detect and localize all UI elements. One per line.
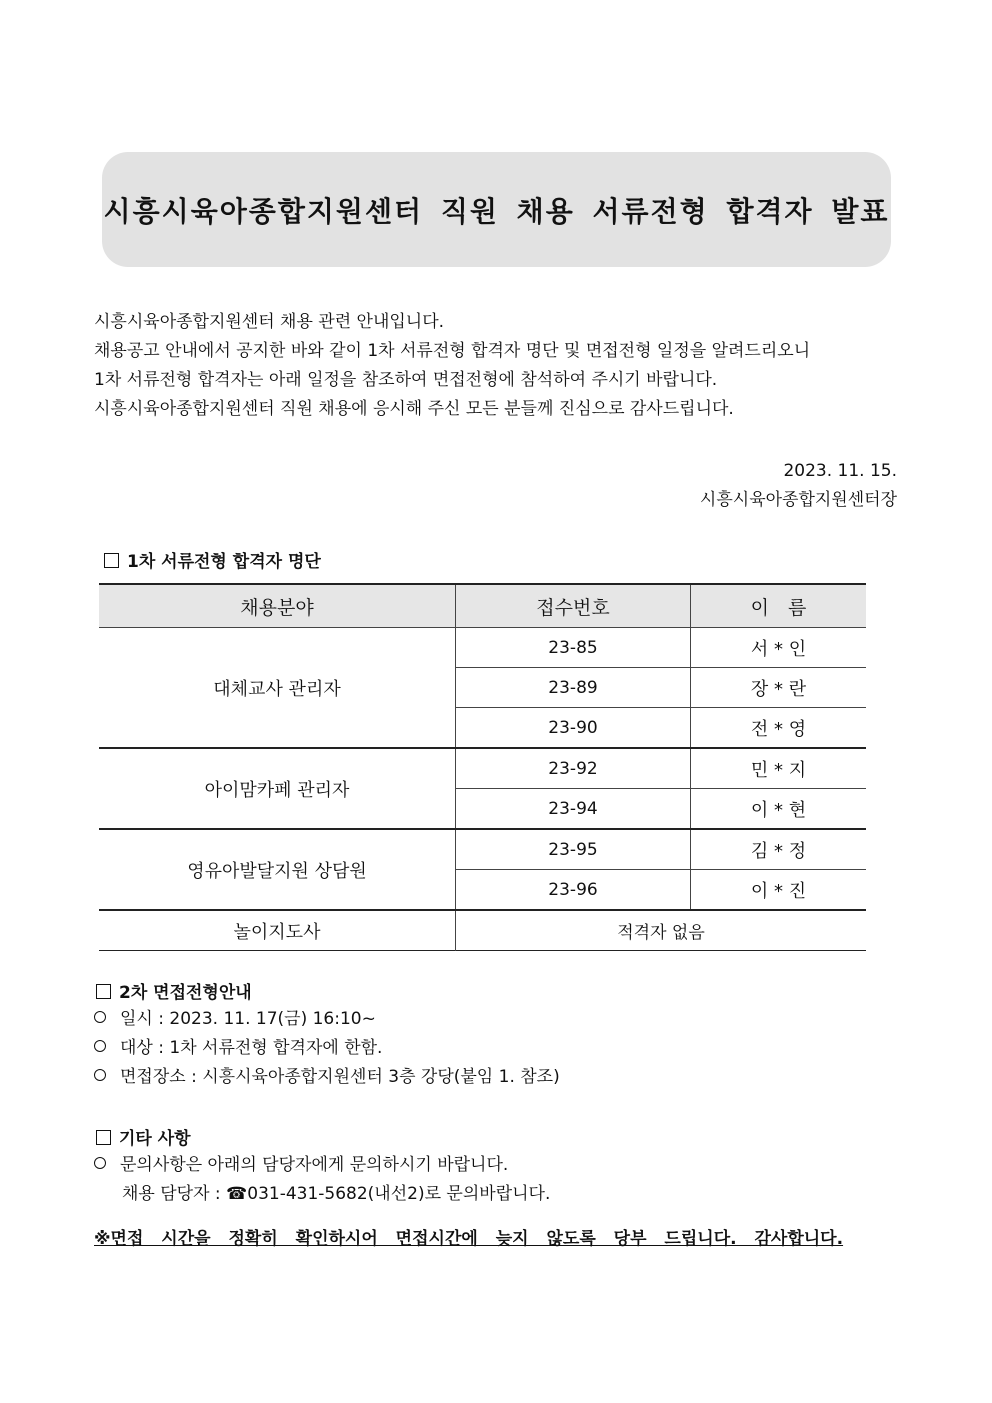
section1-heading-text: 1차 서류전형 합격자 명단 [127, 552, 321, 572]
checkbox-square-icon [104, 553, 119, 568]
interview-target: 대상 : 1차 서류전형 합격자에 한함. [120, 1038, 383, 1058]
notice-date: 2023. 11. 15. [783, 461, 897, 481]
contact-label: 채용 담당자 : [122, 1184, 227, 1204]
other-info-list [94, 1151, 550, 1209]
name-cell: 서 * 인 [691, 628, 867, 668]
section3-heading-text: 기타 사항 [119, 1129, 191, 1149]
number-cell: 23-85 [456, 628, 691, 668]
section2-heading [96, 978, 252, 1003]
intro-line: 시흥시육아종합지원센터 직원 채용에 응시해 주신 모든 분들께 진심으로 감사드립니다. [94, 399, 734, 419]
section3-heading [96, 1124, 191, 1149]
field-cell: 아이맘카페 관리자 [204, 779, 350, 801]
list-item [94, 1063, 560, 1092]
section1-heading [104, 547, 321, 572]
circle-bullet-icon [94, 1069, 106, 1081]
header-number: 접수번호 [456, 584, 691, 628]
closing-notice: ※면접 시간을 정확히 확인하시어 면접시간에 늦지 않도록 당부 드립니다. 감사합니다. [94, 1229, 844, 1249]
no-candidate-cell: 적격자 없음 [456, 910, 867, 951]
section2-heading-text: 2차 면접전형안내 [119, 983, 252, 1003]
number-cell: 23-92 [456, 748, 691, 789]
intro-line: 시흥시육아종합지원센터 채용 관련 안내입니다. [94, 312, 445, 332]
table-row [99, 628, 866, 668]
interview-info-list [94, 1005, 560, 1092]
circle-bullet-icon [94, 1157, 106, 1169]
header-name: 이 름 [691, 584, 867, 628]
name-cell: 이 * 현 [691, 789, 867, 830]
number-cell: 23-89 [456, 668, 691, 708]
interview-place: 면접장소 : 시흥시육아종합지원센터 3층 강당(붙임 1. 참조) [120, 1067, 560, 1087]
interview-date: 일시 : 2023. 11. 17(금) 16:10~ [120, 1009, 376, 1029]
list-item [94, 1034, 560, 1063]
inquiry-text: 문의사항은 아래의 담당자에게 문의하시기 바랍니다. [120, 1155, 509, 1175]
number-cell: 23-96 [456, 870, 691, 911]
field-cell: 영유아발달지원 상담원 [187, 860, 367, 882]
list-item [94, 1005, 560, 1034]
number-cell: 23-94 [456, 789, 691, 830]
circle-bullet-icon [94, 1040, 106, 1052]
list-item [94, 1151, 550, 1180]
result-table [99, 583, 866, 951]
contact-line [94, 1180, 550, 1209]
circle-bullet-icon [94, 1011, 106, 1023]
name-cell: 장 * 란 [691, 668, 867, 708]
name-cell: 이 * 진 [691, 870, 867, 911]
field-cell: 놀이지도사 [233, 921, 321, 943]
page-title: 시흥시육아종합지원센터 직원 채용 서류전형 합격자 발표 [102, 152, 891, 267]
table-row [99, 748, 866, 789]
number-cell: 23-90 [456, 708, 691, 749]
header-field: 채용분야 [99, 584, 456, 628]
name-cell: 김 * 정 [691, 829, 867, 870]
field-cell: 대체교사 관리자 [213, 678, 341, 700]
intro-line: 채용공고 안내에서 공지한 바와 같이 1차 서류전형 합격자 명단 및 면접전형 일정을 알려드리오니 [94, 341, 811, 361]
number-cell: 23-95 [456, 829, 691, 870]
table-row [99, 910, 866, 951]
table-row [99, 829, 866, 870]
date-signature [700, 457, 897, 515]
name-cell: 전 * 영 [691, 708, 867, 749]
phone-icon: ☎ [226, 1184, 248, 1204]
checkbox-square-icon [96, 1130, 111, 1145]
checkbox-square-icon [96, 984, 111, 999]
intro-text [94, 308, 899, 424]
intro-line: 1차 서류전형 합격자는 아래 일정을 참조하여 면접전형에 참석하여 주시기 바랍니다. [94, 370, 718, 390]
name-cell: 민 * 지 [691, 748, 867, 789]
issuer: 시흥시육아종합지원센터장 [699, 490, 897, 510]
contact-number: 031-431-5682(내선2)로 문의바랍니다. [247, 1184, 551, 1204]
